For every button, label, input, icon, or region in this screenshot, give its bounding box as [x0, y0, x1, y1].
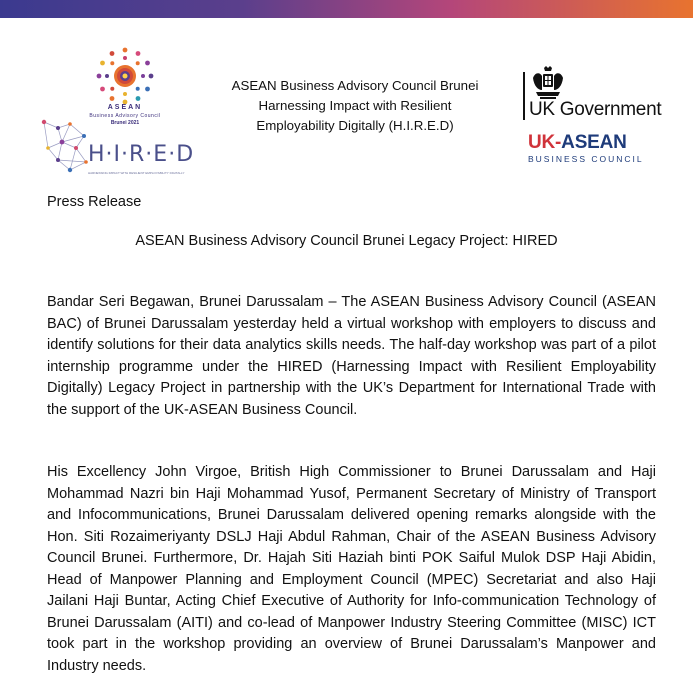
- uk-gov-divider: [523, 72, 525, 120]
- royal-crest-icon: [530, 66, 566, 100]
- uk-asean-wordmark: [528, 132, 627, 154]
- hired-tagline: HARNESSING IMPACT WITH RESILIENT EMPLOYABILITY DIGITALLY: [88, 171, 185, 175]
- uk-asean-uk-part: UK-: [528, 132, 562, 153]
- uk-asean-asean-part: ASEAN: [561, 132, 627, 153]
- header-line-1: ASEAN Business Advisory Council Brunei: [231, 78, 479, 93]
- uk-government-wordmark: UK Government: [529, 99, 662, 120]
- hired-wordmark: H·I·R·E·D: [88, 142, 195, 167]
- header-center-title: [210, 76, 500, 136]
- document-headline: ASEAN Business Advisory Council Brunei Legacy Project: HIRED: [135, 233, 558, 249]
- header-line-2: Harnessing Impact with Resilient: [258, 98, 452, 113]
- top-gradient-banner: [0, 0, 693, 18]
- asean-logo-title: ASEAN: [107, 104, 143, 111]
- document-type-label: Press Release: [47, 194, 142, 210]
- asean-logo-subtitle-year: Brunei 2021: [110, 120, 140, 126]
- header-line-3: Employability Digitally (H.I.R.E.D): [256, 118, 454, 133]
- body-paragraph-2: His Excellency John Virgoe, British High Commissioner to Brunei Darussalam and Haji Mohammad Nazri bin Haji Mohammad Yusof, Permanent Secretary of Ministry of Transport and Infocommunications, Brunei Darussalam delivered opening remarks alongside with the Hon. Siti Rozaimeriyanty DSLJ Haji Abdul Rahman, Chair of the ASEAN Business Advisory Council Brunei. Furthermore, Dr. Hajah Siti Haziah binti POK Saiful Mulok DSP Haji Abidin, Head of Manpower Planning and Employment Council (MPEC) Secretariat and also Haji Jailani Haji Buntar, Acting Chief Executive of Authority for Info-communication Technology of Brunei Darussalam (AITI) and co-lead of Manpower Industry Steering Committee (MISC) ICT took part in the workshop providing an overview of Brunei Darussalam’s Manpower and Industry needs.: [47, 464, 656, 674]
- body-paragraph-1: Bandar Seri Begawan, Brunei Darussalam – The ASEAN Business Advisory Council (ASEAN BAC) of Brunei Darussalam yesterday held a virtual workshop with employers to discuss and identify solutions for their data analytics skills needs. The half-day workshop was part of a pilot internship programme under the HIRED (Harnessing Impact with Resilient Employability Digitally) Legacy Project in partnership with the UK’s Department for International Trade with the support of the UK-ASEAN Business Council.: [47, 294, 656, 418]
- asean-logo-subtitle: Business Advisory Council: [89, 113, 161, 119]
- business-council-label: BUSINESS COUNCIL: [528, 154, 644, 164]
